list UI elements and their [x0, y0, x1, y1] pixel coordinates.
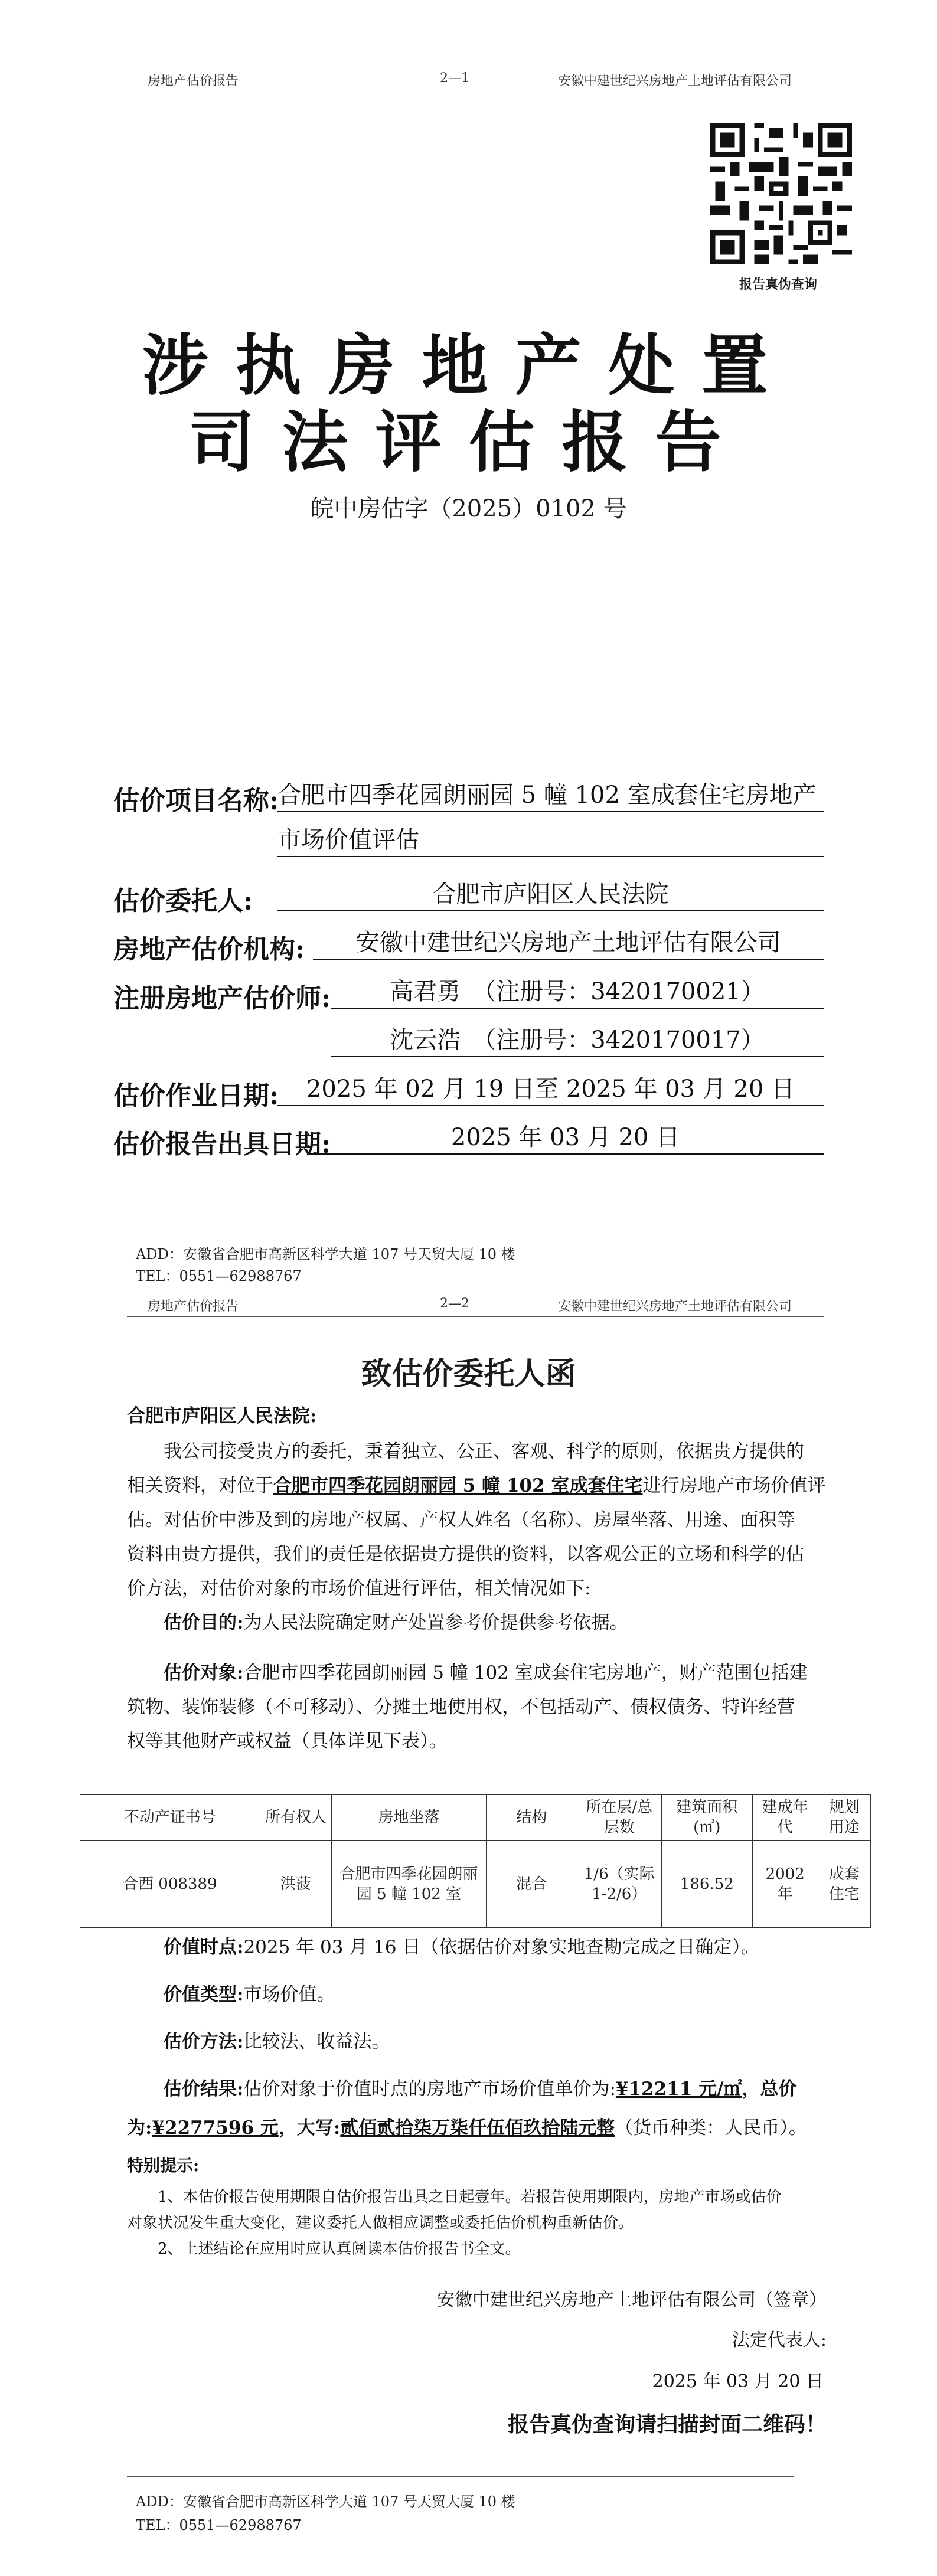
value-date-text: 2025 年 03 月 16 日（依据估价对象实地查勘完成之日确定）。	[243, 1937, 760, 1958]
salutation: 合肥市庐阳区人民法院:	[127, 1405, 317, 1427]
table-header-cell: 所在层/总层数	[577, 1795, 661, 1841]
header-left-text: 房地产估价报告	[148, 74, 239, 89]
issue-date-value: 2025 年 03 月 20 日	[307, 1123, 824, 1155]
table-header-cell: 结构	[486, 1795, 577, 1841]
letter-title: 致估价委托人函	[361, 1356, 576, 1392]
table-header-cell: 建筑面积(㎡)	[661, 1795, 752, 1841]
object-label: 估价对象:	[164, 1662, 244, 1683]
table-header-cell: 房地坐落	[332, 1795, 487, 1841]
total-price-words: 贰佰贰拾柒万柒仟伍佰玖拾陆元整	[340, 2117, 615, 2139]
issue-date-label: 估价报告出具日期:	[113, 1129, 331, 1159]
method-section	[164, 2025, 390, 2059]
table-header-cell: 所有权人	[260, 1795, 332, 1841]
agency-label: 房地产估价机构:	[113, 934, 305, 965]
purpose-label: 估价目的:	[164, 1612, 244, 1633]
report-title-line-1: 涉执房地产处置	[142, 327, 795, 404]
verification-note: 报告真伪查询请扫描封面二维码！	[507, 2412, 827, 2437]
area-cell: 186.52	[661, 1841, 752, 1928]
result-section: 估价结果:估价对象于价值时点的房地产市场价值单价为:¥12211 元/㎡，总价 为:¥2277596 元，大写:贰佰贰拾柒万柒仟伍佰玖拾陆元整（货币种类：人民币）。	[127, 2078, 807, 2139]
project-name-line-2: 市场价值评估	[277, 825, 824, 857]
value-date-section	[164, 1930, 759, 1964]
year-cell: 2002 年	[752, 1841, 818, 1928]
agency-value: 安徽中建世纪兴房地产土地评估有限公司	[313, 928, 824, 960]
qr-caption: 报告真伪查询	[739, 277, 818, 292]
intro-line: 估。对估价中涉及到的房地产权属、产权人姓名（名称）、房屋坐落、用途、面积等	[127, 1509, 795, 1531]
intro-line: 价方法，对估价对象的市场价值进行评估，相关情况如下:	[127, 1578, 591, 1599]
note-1-line-1: 1、本估价报告使用期限自估价报告出具之日起壹年。若报告使用期限内，房地产市场或估价	[158, 2188, 782, 2206]
report-title-line-2: 司法评估报告	[188, 404, 749, 481]
appraiser-1: 高君勇 （注册号：3420170021）	[331, 977, 824, 1009]
usage-cell: 成套住宅	[818, 1841, 870, 1928]
appraiser-2: 沈云浩 （注册号：3420170017）	[331, 1025, 824, 1057]
floor-cell: 1/6（实际1-2/6）	[577, 1841, 661, 1928]
footer-tel: TEL：0551—62988767	[136, 1268, 302, 1284]
table-header-row	[80, 1795, 871, 1841]
company-signature: 安徽中建世纪兴房地产土地评估有限公司（签章）	[437, 2290, 827, 2310]
header-divider	[127, 1316, 824, 1317]
header-page-number: 2—1	[440, 71, 469, 86]
footer-address: ADD：安徽省合肥市高新区科学大道 107 号天贸大厦 10 楼	[136, 2493, 515, 2510]
method-text: 比较法、收益法。	[243, 2031, 390, 2052]
value-date-label: 价值时点:	[164, 1937, 244, 1958]
qr-code-icon[interactable]	[710, 123, 852, 264]
property-table	[80, 1794, 871, 1928]
appraiser-label: 注册房地产估价师:	[113, 983, 331, 1014]
owner-cell: 洪菠	[260, 1841, 332, 1928]
footer-address: ADD：安徽省合肥市高新区科学大道 107 号天贸大厦 10 楼	[136, 1246, 515, 1263]
property-address: 合肥市四季花园朗丽园 5 幢 102 室成套住宅	[273, 1475, 643, 1496]
project-name-line-1: 合肥市四季花园朗丽园 5 幢 102 室成套住宅房地产	[277, 780, 824, 812]
intro-line: 我公司接受贵方的委托，秉着独立、公正、客观、科学的原则，依据贵方提供的	[164, 1441, 804, 1462]
work-date-value: 2025 年 02 月 19 日至 2025 年 03 月 20 日	[277, 1074, 824, 1106]
table-header-cell: 规划用途	[818, 1795, 870, 1841]
object-section	[127, 1656, 830, 1758]
certificate-number-cell: 合西 008389	[80, 1841, 260, 1928]
project-name-label: 估价项目名称:	[113, 786, 279, 816]
intro-line: 资料由贵方提供，我们的责任是依据贵方提供的资料，以客观公正的立场和科学的估	[127, 1544, 804, 1565]
legal-representative: 法定代表人:	[732, 2330, 827, 2351]
value-type-section	[164, 1977, 335, 2012]
client-label: 估价委托人:	[113, 886, 253, 916]
value-type-label: 价值类型:	[164, 1984, 244, 2005]
object-line: 权等其他财产或权益（具体详见下表）。	[127, 1731, 448, 1752]
header-company-name: 安徽中建世纪兴房地产土地评估有限公司	[558, 74, 792, 89]
total-price: ¥2277596 元	[152, 2117, 279, 2139]
note-1-line-2: 对象状况发生重大变化，建议委托人做相应调整或委托估价机构重新估价。	[127, 2214, 634, 2232]
object-line: 合肥市四季花园朗丽园 5 幢 102 室成套住宅房地产，财产范围包括建	[243, 1662, 808, 1683]
location-cell: 合肥市四季花园朗丽园 5 幢 102 室	[332, 1841, 487, 1928]
unit-price: ¥12211 元/㎡	[615, 2078, 742, 2100]
special-notice-label: 特别提示:	[127, 2156, 200, 2175]
value-type-text: 市场价值。	[243, 1984, 335, 2005]
special-notes	[127, 2184, 835, 2262]
note-2: 2、上述结论在应用时应认真阅读本估价报告书全文。	[158, 2240, 521, 2258]
object-line: 筑物、装饰装修（不可移动）、分摊土地使用权，不包括动产、债权债务、特许经营	[127, 1696, 795, 1718]
table-header-cell: 建成年代	[752, 1795, 818, 1841]
signature-date: 2025 年 03 月 20 日	[652, 2371, 824, 2392]
report-number: 皖中房估字（2025）0102 号	[310, 495, 627, 522]
footer-divider	[127, 2476, 794, 2477]
purpose-section	[164, 1606, 628, 1640]
result-label: 估价结果:	[164, 2078, 244, 2100]
method-label: 估价方法:	[164, 2031, 244, 2052]
table-row	[80, 1841, 871, 1928]
intro-paragraph	[127, 1434, 830, 1606]
header-page-number: 2—2	[440, 1296, 469, 1311]
footer-tel: TEL：0551—62988767	[136, 2517, 302, 2533]
header-left-text: 房地产估价报告	[148, 1299, 239, 1314]
work-date-label: 估价作业日期:	[113, 1081, 279, 1111]
intro-line: 相关资料，对位于合肥市四季花园朗丽园 5 幢 102 室成套住宅进行房地产市场价值评	[127, 1475, 826, 1496]
header-company-name: 安徽中建世纪兴房地产土地评估有限公司	[558, 1299, 792, 1314]
purpose-text: 为人民法院确定财产处置参考价提供参考依据。	[243, 1612, 628, 1633]
table-header-cell: 不动产证书号	[80, 1795, 260, 1841]
structure-cell: 混合	[486, 1841, 577, 1928]
client-value: 合肥市庐阳区人民法院	[277, 880, 824, 911]
